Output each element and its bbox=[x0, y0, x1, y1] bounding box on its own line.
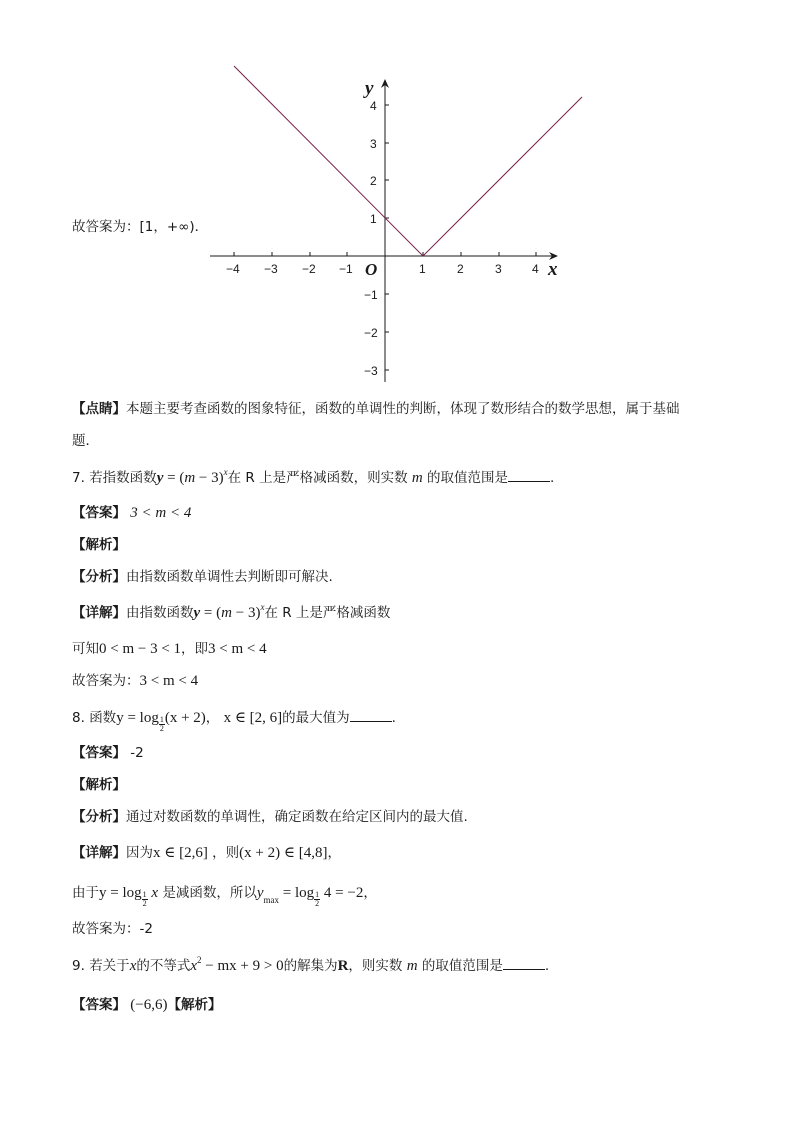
question-number: 9. bbox=[72, 958, 85, 974]
q6-answer-line: 故答案为：[1，+∞)． bbox=[72, 219, 209, 235]
math-var: m bbox=[406, 958, 418, 974]
q7-analysis-tag bbox=[72, 535, 126, 555]
detail-text: 由指数函数 bbox=[126, 605, 194, 621]
math-op: = bbox=[200, 605, 217, 621]
frac-den: 2 bbox=[142, 899, 147, 909]
x-tick-label: 4 bbox=[532, 262, 539, 276]
question-text: 的取值范围是 bbox=[427, 470, 509, 486]
question-text: 的取值范围是 bbox=[421, 958, 503, 974]
question-number: 7. bbox=[72, 470, 85, 486]
y-axis-label: y bbox=[365, 78, 374, 99]
function-graph bbox=[205, 60, 595, 390]
punct: ， bbox=[205, 710, 220, 726]
math-var: x bbox=[151, 885, 159, 901]
math-exponent: 2 bbox=[197, 955, 202, 965]
q9-question bbox=[72, 955, 549, 977]
since-text: 由于 bbox=[72, 885, 99, 901]
punct: . bbox=[550, 470, 555, 486]
math-result: 4 = −2 bbox=[323, 885, 364, 901]
log-base bbox=[314, 891, 320, 908]
detail-math: x ∈ [2,6] bbox=[153, 845, 208, 861]
q7-fenxi bbox=[72, 567, 333, 587]
log-base bbox=[159, 716, 165, 733]
math-var: y bbox=[156, 470, 164, 486]
detail-tag: 【详解】 bbox=[72, 845, 126, 861]
know-math: 0 < m − 3 < 1 bbox=[99, 641, 182, 657]
question-text: ，则实数 bbox=[348, 958, 403, 974]
final-text: 故答案为： bbox=[72, 673, 140, 689]
log-base bbox=[142, 891, 148, 908]
math-var: m bbox=[411, 470, 423, 486]
question-text: 函数 bbox=[89, 710, 117, 726]
answer-value: -2 bbox=[130, 745, 144, 761]
answer-tag: 【答案】 bbox=[72, 997, 126, 1013]
q8-since bbox=[72, 883, 377, 909]
since-text: 是减函数，所以 bbox=[162, 885, 257, 901]
math-op: − 3 bbox=[195, 470, 219, 486]
math-op: = bbox=[163, 470, 180, 486]
q6-comment-line1 bbox=[72, 399, 680, 419]
frac-num: 1 bbox=[142, 890, 147, 900]
q7-answer bbox=[72, 503, 191, 523]
detail-tag: 【详解】 bbox=[72, 605, 126, 621]
y-tick-label: 4 bbox=[370, 99, 377, 113]
x-tick-label: −1 bbox=[339, 262, 353, 276]
fenxi-text: 通过对数函数的单调性，确定函数在给定区间内的最大值. bbox=[126, 809, 468, 825]
fenxi-tag: 【分析】 bbox=[72, 569, 126, 585]
y-tick-label: −2 bbox=[364, 326, 378, 340]
q7-final bbox=[72, 671, 198, 691]
math-op: − 3 bbox=[231, 605, 256, 621]
fenxi-text: 由指数函数单调性去判断即可解决. bbox=[126, 569, 333, 585]
q8-final: 故答案为：-2 bbox=[72, 921, 153, 937]
math-var: x bbox=[190, 958, 198, 974]
x-tick-label: −2 bbox=[302, 262, 316, 276]
q8-answer bbox=[72, 743, 144, 763]
y-tick-label: 1 bbox=[370, 212, 377, 226]
math-func: = log bbox=[279, 885, 315, 901]
math-var: m bbox=[184, 470, 196, 486]
math-func: y = log bbox=[99, 885, 142, 901]
x-tick-label: −3 bbox=[264, 262, 278, 276]
q8-analysis-tag bbox=[72, 775, 126, 795]
y-tick-label: 2 bbox=[370, 174, 377, 188]
math-domain: x ∈ [2, 6] bbox=[223, 710, 283, 726]
answer-tag: 【答案】 bbox=[72, 745, 126, 761]
q7-detail: 【详解】由指数函数$y = (m - 3)^x$在 R 上是严格减函数 bbox=[72, 602, 391, 621]
q8-detail bbox=[72, 843, 341, 863]
analysis-tag: 【解析】 bbox=[72, 537, 126, 553]
answer-value: (−6,6) bbox=[130, 997, 168, 1013]
answer-tag: 【答案】 bbox=[72, 505, 126, 521]
math-exponent: x bbox=[260, 602, 265, 612]
x-tick-label: 3 bbox=[495, 262, 502, 276]
answer-blank bbox=[503, 955, 545, 970]
detail-text: ，则 bbox=[212, 845, 240, 861]
q7-know bbox=[72, 639, 267, 659]
punct: . bbox=[544, 958, 550, 974]
detail-text: 在 R 上是严格减函数 bbox=[264, 605, 391, 621]
question-text: 若指数函数 bbox=[89, 470, 157, 486]
q8-question bbox=[72, 707, 396, 734]
math-var: y bbox=[193, 605, 201, 621]
math-var: m bbox=[221, 605, 232, 621]
detail-math: (x + 2) ∈ [4,8] bbox=[239, 845, 328, 861]
math-ineq: − mx + 9 > 0 bbox=[201, 958, 284, 974]
question-text: 的解集为 bbox=[283, 958, 338, 974]
frac-num: 1 bbox=[159, 715, 164, 725]
answer-value: 3 < m < 4 bbox=[130, 505, 192, 521]
answer-blank bbox=[508, 467, 550, 482]
frac-den: 2 bbox=[159, 724, 164, 734]
x-tick-label: −4 bbox=[226, 262, 240, 276]
comment-text: 本题主要考查函数的图象特征，函数的单调性的判断，体现了数形结合的数学思想，属于基础 bbox=[126, 401, 680, 417]
analysis-tag: 【解析】 bbox=[72, 777, 126, 793]
fenxi-tag: 【分析】 bbox=[72, 809, 126, 825]
question-text: 的不等式 bbox=[136, 958, 191, 974]
origin-label: O bbox=[365, 260, 378, 279]
answer-blank bbox=[350, 707, 392, 722]
math-set: R bbox=[337, 958, 349, 974]
math-var: x bbox=[129, 958, 137, 974]
final-math: 3 < m < 4 bbox=[139, 673, 199, 689]
punct: . bbox=[391, 710, 396, 726]
math-exponent: x bbox=[223, 467, 228, 477]
question-text: 的最大值为 bbox=[282, 710, 350, 726]
x-tick-label: 1 bbox=[419, 262, 426, 276]
y-tick-label: 3 bbox=[370, 137, 377, 151]
y-tick-marks bbox=[385, 105, 389, 370]
y-tick-label: −1 bbox=[364, 288, 378, 302]
know-math: 3 < m < 4 bbox=[208, 641, 267, 657]
q9-answer bbox=[72, 995, 222, 1015]
q7-question: 7. 若指数函数$y = (m - 3)^x$在 R 上是严格减函数，则实数 m 的取值范围是 . bbox=[72, 467, 555, 486]
frac-den: 2 bbox=[315, 899, 320, 909]
detail-text: 因为 bbox=[126, 845, 153, 861]
know-text: 可知 bbox=[72, 641, 99, 657]
question-text: 在 R 上是严格减函数，则实数 bbox=[227, 470, 408, 486]
math-arg: (x + 2) bbox=[164, 710, 206, 726]
function-line bbox=[234, 66, 582, 256]
x-tick-label: 2 bbox=[457, 262, 464, 276]
punct: ， bbox=[327, 845, 341, 861]
question-number: 8. bbox=[72, 710, 85, 726]
punct: ， bbox=[363, 885, 377, 901]
math-func: y = log bbox=[116, 710, 159, 726]
question-text: 若关于 bbox=[89, 958, 130, 974]
analysis-tag: 【解析】 bbox=[167, 997, 222, 1013]
q8-fenxi bbox=[72, 807, 468, 827]
frac-num: 1 bbox=[315, 890, 320, 900]
math-var: y bbox=[256, 885, 264, 901]
know-text: ，即 bbox=[181, 641, 209, 657]
x-axis-label: x bbox=[548, 259, 558, 280]
y-tick-label: −3 bbox=[364, 364, 378, 378]
math-sub: max bbox=[263, 895, 280, 905]
comment-tag: 【点睛】 bbox=[72, 401, 126, 417]
q6-comment-line2: 题． bbox=[72, 433, 99, 449]
